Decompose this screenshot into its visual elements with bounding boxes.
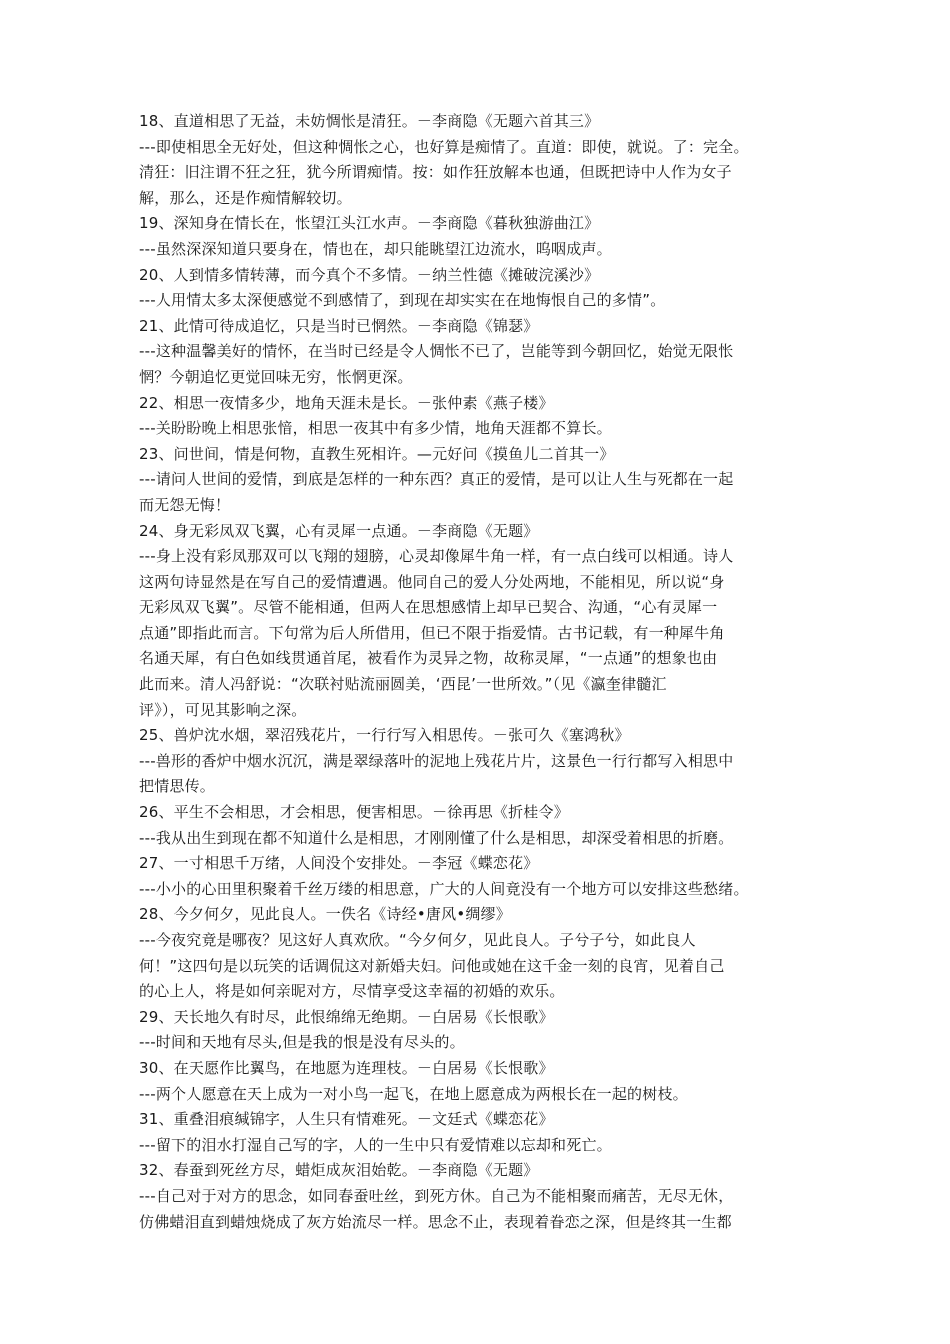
text-line: 19、深知身在情长在，怅望江头江水声。－李商隐《暮秋独游曲江》 — [139, 214, 600, 233]
text-line: 20、人到情多情转薄，而今真个不多情。－纳兰性德《摊破浣溪沙》 — [139, 265, 600, 284]
text-line: 点通”即指此而言。下句常为后人所借用，但已不限于指爱情。古书记载，有一种犀牛角 — [139, 623, 725, 642]
text-line: ---自己对于对方的思念，如同春蚕吐丝，到死方休。自己为不能相聚而痛苦，无尽无休， — [139, 1186, 734, 1205]
text-line: ---兽形的香炉中烟水沉沉，满是翠绿落叶的泥地上残花片片，这景色一行行都写入相思中 — [139, 751, 734, 770]
text-line: 评》），可见其影响之深。 — [139, 700, 307, 719]
text-line: ---身上没有彩凤那双可以飞翔的翅膀，心灵却像犀牛角一样，有一点白线可以相通。诗人 — [139, 547, 734, 566]
text-line: 的心上人，将是如何亲昵对方，尽情享受这幸福的初婚的欢乐。 — [139, 982, 565, 1001]
text-line: 28、今夕何夕，见此良人。一佚名《诗经•唐风•绸缪》 — [139, 905, 511, 924]
text-line: ---这种温馨美好的情怀，在当时已经是令人惆怅不已了，岂能等到今朝回忆，始觉无限怅 — [139, 342, 734, 361]
text-line: ---今夜究竟是哪夜？见这好人真欢欣。“今夕何夕，见此良人。子兮子兮，如此良人 — [139, 931, 696, 949]
text-line: 29、天长地久有时尽，此恨绵绵无绝期。－白居易《长恨歌》 — [139, 1007, 554, 1026]
text-line: 名通天犀，有白色如线贯通首尾，被看作为灵异之物，故称灵犀，“一点通”的想象也由 — [139, 649, 718, 668]
text-line: 而无怨无悔！ — [139, 495, 231, 514]
text-line: 18、直道相思了无益，未妨惆怅是清狂。－李商隐《无题六首其三》 — [139, 112, 600, 130]
text-line: ---我从出生到现在都不知道什么是相思，才刚刚懂了什么是相思，却深受着相思的折磨。 — [139, 828, 734, 847]
text-line: 26、平生不会相思，才会相思，便害相思。－徐再思《折桂令》 — [139, 803, 569, 822]
text-line: ---两个人愿意在天上成为一对小鸟一起飞，在地上愿意成为两根长在一起的树枝。 — [139, 1084, 688, 1103]
text-line: 清狂：旧注谓不狂之狂，犹今所谓痴情。按：如作狂放解本也通，但既把诗中人作为女子 — [139, 163, 732, 182]
text-line: 22、相思一夜情多少，地角天涯未是长。－张仲素《燕子楼》 — [139, 393, 554, 412]
text-line: 惘？今朝追忆更觉回味无穷，怅惘更深。 — [139, 367, 413, 386]
text-line: ---即使相思全无好处，但这种惆怅之心，也好算是痴情了。直道：即使，就说。了：完全。 — [139, 137, 749, 156]
document-body — [139, 109, 823, 1235]
text-line: 24、身无彩凤双飞翼，心有灵犀一点通。－李商隐《无题》 — [139, 521, 539, 540]
text-line: 32、春蚕到死丝方尽，蜡炬成灰泪始乾。－李商隐《无题》 — [139, 1161, 539, 1180]
text-line: 无彩凤双飞翼”。尽管不能相通，但两人在思想感情上却早已契合、沟通，“心有灵犀一 — [139, 598, 718, 617]
text-line: 何！”这四句是以玩笑的话调侃这对新婚夫妇。问他或她在这千金一刻的良宵，见着自己 — [139, 956, 725, 975]
text-line: ---小小的心田里积聚着千丝万缕的相思意，广大的人间竟没有一个地方可以安排这些愁绪。 — [139, 879, 749, 898]
text-line: ---时间和天地有尽头,但是我的恨是没有尽头的。 — [139, 1033, 465, 1052]
text-line: ---留下的泪水打湿自己写的字，人的一生中只有爱情难以忘却和死亡。 — [139, 1135, 612, 1154]
text-line: 23、问世间，情是何物，直教生死相许。—元好问《摸鱼儿二首其一》 — [139, 444, 615, 463]
text-line: 21、此情可待成追忆，只是当时已惘然。－李商隐《锦瑟》 — [139, 316, 539, 335]
text-line: ---请问人世间的爱情，到底是怎样的一种东西？真正的爱情，是可以让人生与死都在一起 — [139, 470, 734, 489]
text-line: 此而来。清人冯舒说：“次联衬贴流丽圆美，‘西昆’一世所效。”（见《瀛奎律髓汇 — [139, 675, 667, 694]
text-line: 把情思传。 — [139, 777, 216, 796]
text-line: 30、在天愿作比翼鸟，在地愿为连理枝。－白居易《长恨歌》 — [139, 1058, 554, 1077]
text-line: 解，那么，还是作痴情解较切。 — [139, 188, 352, 207]
text-line: 25、兽炉沈水烟，翠沼残花片，一行行写入相思传。－张可久《塞鸿秋》 — [139, 726, 630, 745]
text-line: ---关盼盼晚上相思张愔，相思一夜其中有多少情，地角天涯都不算长。 — [139, 419, 612, 438]
text-line: ---虽然深深知道只要身在，情也在，却只能眺望江边流水，呜咽成声。 — [139, 239, 612, 258]
text-line: 仿佛蜡泪直到蜡烛烧成了灰方始流尽一样。思念不止，表现着眷恋之深，但是终其一生都 — [139, 1212, 732, 1231]
text-line: ---人用情太多太深便感觉不到感情了，到现在却实实在在地悔恨自己的多情”。 — [139, 291, 666, 310]
text-line: 27、一寸相思千万绪，人间没个安排处。－李冠《蝶恋花》 — [139, 854, 539, 873]
text-line: 31、重叠泪痕缄锦字，人生只有情难死。－文廷式《蝶恋花》 — [139, 1110, 554, 1129]
text-line: 这两句诗显然是在写自己的爱情遭遇。他同自己的爱人分处两地，不能相见，所以说“身 — [139, 572, 725, 591]
